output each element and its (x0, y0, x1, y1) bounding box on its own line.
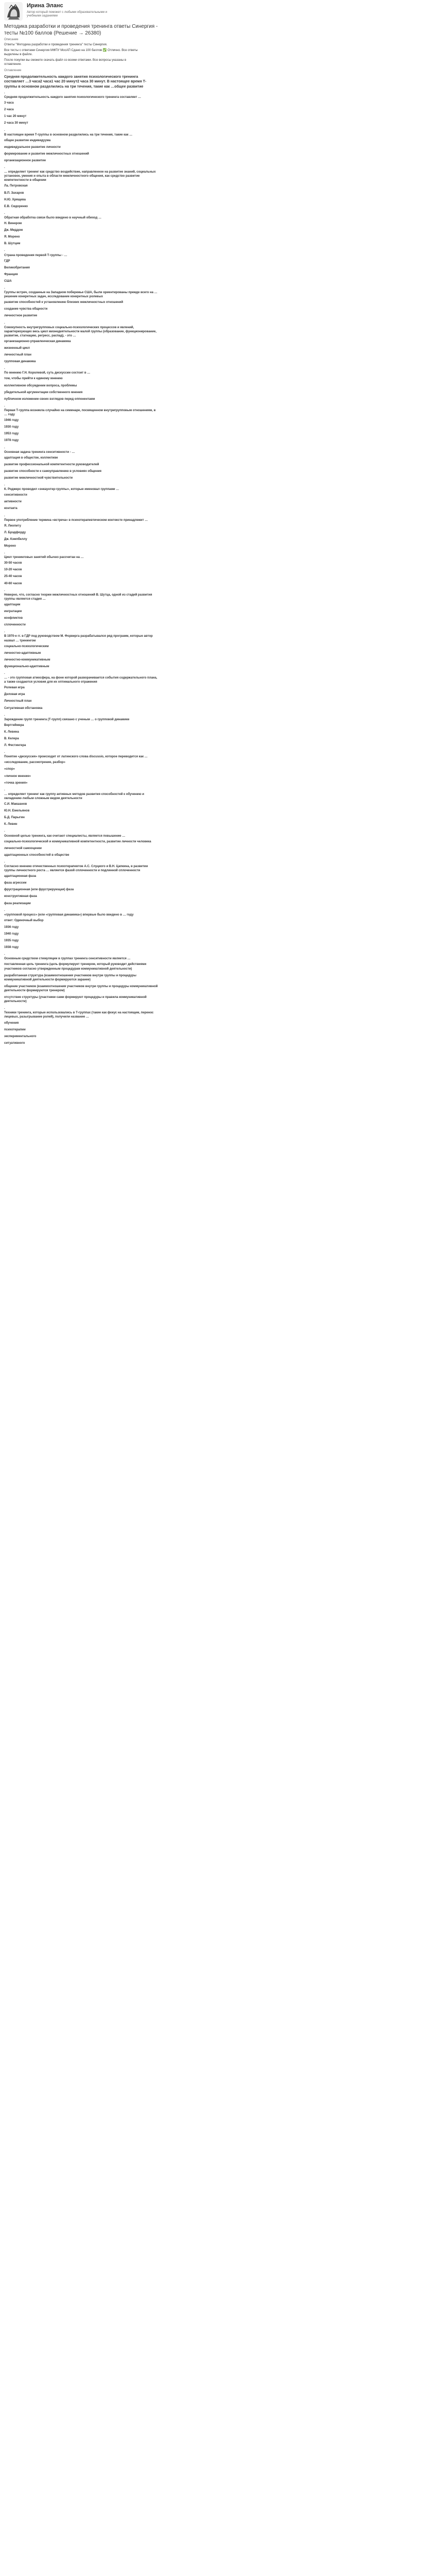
answer-option: развитие способностей к установлению близких межличностных отношений (4, 301, 124, 304)
answer-option: конструктивная фаза (4, 895, 37, 899)
question-block (4, 91, 159, 126)
answer-option: К. Левин (4, 823, 18, 826)
separator-dot: . (4, 321, 5, 325)
answer-option: 30-50 часов (4, 562, 22, 565)
separator-dot: . (4, 446, 5, 449)
answer-option: индивидуальное развитие личности (4, 145, 61, 149)
answer-option: создание чувства общности (4, 308, 48, 311)
question-block (4, 588, 159, 628)
answer-option: С.И. Макшанов (4, 803, 27, 806)
question-text: Техники тренинга, которые использовались в Т-группах (такие как фокус на настоящем, перенос лицевых, разыгрывание ролей), получили название … (4, 1011, 154, 1019)
question-block (4, 1006, 159, 1045)
answer-option: Франция (4, 273, 18, 276)
answer-option: Дж. Миддом (4, 229, 23, 232)
answer-option: 1953 году (4, 432, 19, 436)
page-title: Методика разработки и проведения тренинга ответы Синергия - тесты №100 баллов (Решение → 26380) (4, 24, 158, 36)
author-subtitle: Автор который поможет с любыми образовательными и учебными заданиями (27, 10, 108, 18)
description-line-3: После покупки вы сможете скачать файл со всеми ответами. Все вопросы указаны в оглавлении. (4, 59, 127, 66)
separator-dot: . (4, 908, 5, 912)
answer-option: том, чтобы прийти к единому мнению (4, 377, 63, 381)
question-text: Согласно мнению отечественных психотерапевтов А.С. Слуцкого и В.Н. Цапкина, в развитии группы личностного роста … является фазой сплоченности и подлинной сплоченности (4, 865, 148, 873)
author-block (4, 2, 433, 21)
answer-option: Ситуативная обстановка (4, 706, 43, 710)
answer-option: «личное мнение» (4, 774, 31, 778)
question-block (4, 860, 159, 906)
answer-option: ситуативного (4, 1041, 25, 1045)
author-avatar[interactable] (4, 2, 23, 21)
answer-option: адаптации (4, 603, 21, 606)
answer-option: личностно-коммуникативным (4, 658, 50, 662)
answer-option: Морено (4, 545, 16, 548)
question-block (4, 128, 159, 163)
separator-dot: . (4, 788, 5, 791)
question-text: В настоящее время Т-группы в основном разделились на три течения, такие как … (4, 133, 133, 137)
question-text: … определяет тренинг как средство воздействие, направленное на развитие знаний, социальных установок, умения и опыта в области межличностного общения, как средство развитие компетентности в общении (4, 171, 156, 182)
separator-dot: . (4, 1007, 5, 1010)
answer-option: Я. Морено (4, 235, 20, 239)
answer-option: 1946 году (4, 419, 19, 422)
question-text: Основным средством стимуляции в группах тренинга сенситивности является … (4, 957, 131, 961)
answer-option: публичном изложении своих взглядов перед оппонентами (4, 397, 95, 401)
answer-option: Л. Брэдфорду (4, 531, 26, 534)
question-text: Цикл тренинговых занятий обычно рассчитан на … (4, 556, 84, 560)
answer-option: психотерапии (4, 1028, 26, 1031)
question-text: Зарождение групп тренинга (Т-групп) связано с ученым … о групповой динамике (4, 718, 130, 721)
answer-option: разработанная структура (взаимоотношения участников внутри группы и процедуры коммуникативной деятельности формируются заранее) (4, 974, 136, 981)
question-block (4, 404, 159, 443)
question-block (4, 671, 159, 710)
answer-option: личностный план (4, 353, 31, 357)
answer-option: 3 часа (4, 101, 14, 105)
separator-dot: . (4, 751, 5, 754)
avatar-icon (4, 2, 23, 21)
question-block (4, 952, 159, 1004)
answer-option: «исследование, рассмотрение, разбор» (4, 761, 65, 765)
separator-dot: . (4, 211, 5, 215)
answer-option: 40-60 часов (4, 582, 22, 585)
separator-dot: . (4, 286, 5, 290)
answer-option: общее развитие индивидуума (4, 139, 51, 142)
answer-option: личностно-адаптивным (4, 651, 41, 655)
question-block (4, 750, 159, 785)
answer-option: Н.Ю. Хрящева (4, 198, 26, 201)
answer-option: личностное развитие (4, 314, 38, 318)
separator-dot: . (4, 249, 5, 252)
answer-option: В. Шутцем (4, 242, 21, 246)
separator-dot: . (4, 588, 5, 592)
answer-option: «точка зрения» (4, 781, 28, 785)
answer-option: В.П. Захаров (4, 191, 24, 195)
question-text: Первое употребление термина «встреча» в психотерапевтическом контексте принадлежит … (4, 518, 148, 522)
separator-dot: . (4, 91, 5, 94)
question-text: В 1970-е гг. в ГДР под руководством М. Форверга разрабатывался ряд программ, которые автор назвал … тренингом (4, 635, 153, 642)
separator-dot: . (4, 860, 5, 863)
question-list (4, 75, 433, 1045)
answer-option: Ролевая игра (4, 686, 25, 690)
answer-option: США (4, 279, 12, 283)
answer-option: социально-психологическим (4, 645, 49, 648)
answer-option: жизненный цикл (4, 347, 30, 350)
question-text: Совокупность внутригрупповых социально-психологических процессов и явлений, характеризующих весь цикл жизнедеятельности малой группы (образование, функционирование, развитие, стагнацию, регресс, распад), - это … (4, 326, 156, 337)
description-line-1: Ответы "Методика разработки и проведения тренинга" тесты Синергия. (4, 43, 108, 47)
answer-option: Деловая игра (4, 693, 25, 697)
separator-dot: . (4, 404, 5, 408)
question-text: Неверно, что, согласно теории межличностных отношений В. Шутца, одной из стадий развития группы является стадия … (4, 593, 152, 601)
question-block (4, 211, 159, 246)
answer-option: коллективном обсуждении вопроса, проблемы (4, 384, 77, 387)
answer-option: фаза агрессии (4, 882, 27, 885)
description-line-2: Все тесты с ответами Синергия МФПУ МосАП Сдано на 100 баллов ✅ Отлично. Все ответы выделены в файле. (4, 49, 138, 57)
question-block (4, 248, 159, 283)
separator-dot: . (4, 953, 5, 956)
answer-option: адаптационная фаза (4, 875, 37, 878)
question-text: … определяет тренинг как группу активных методов развития способностей к обучению и овладению любым сложным видом деятельности (4, 792, 144, 800)
toc-label: Оглавление (4, 69, 22, 72)
answer-option: формирование и развитие межличностных отношений (4, 152, 89, 156)
answer-option: фрустрационная (или фрустрирующая) фаза (4, 888, 74, 892)
answer-option: 1940 году (4, 933, 19, 936)
question-text: Обратная обработка связи было введено в научный обиход … (4, 216, 101, 219)
answer-option: адаптация в обществе, коллективе (4, 456, 58, 460)
author-name[interactable]: Ирина Эланс (27, 3, 63, 9)
page (0, 0, 436, 1053)
answer-option: адаптационных способностей в обществе (4, 853, 69, 857)
question-block (4, 551, 159, 586)
answer-option: личностной самооценки (4, 846, 42, 850)
answer-option: Н. Винером (4, 222, 22, 226)
separator-dot: . (4, 829, 5, 833)
question-text: По мнению Г.Н. Королевой, суть дискуссии состоит в … (4, 371, 91, 375)
question-block (4, 286, 159, 318)
answer-option: Ю.Н. Емельянов (4, 809, 30, 813)
description-label: Описание (4, 38, 19, 41)
separator-dot: . (4, 128, 5, 132)
question-text: Средняя продолжительность каждого занятия психологического тренинга составляет … (4, 96, 142, 99)
answer-option: групповая динамика (4, 360, 36, 364)
answer-option: развитие способности к самоуправлению в условиях общения (4, 469, 102, 473)
answer-option: фаза реализации (4, 902, 31, 905)
answer-option: Б.Д. Парыгин (4, 816, 25, 820)
answer-option: Великобритания (4, 266, 30, 269)
answer-option: Вертгеймера (4, 723, 24, 727)
answer-option: ингратации (4, 610, 22, 614)
separator-dot: . (4, 367, 5, 370)
answer-option: Е.В. Сидоренко (4, 205, 28, 208)
answer-option: 10-20 часов (4, 568, 22, 572)
answer-option: убедительной аргументации собственного мнения (4, 391, 83, 394)
answer-option: конфликтов (4, 617, 23, 620)
answer-option: общение участников (взаимоотношения участников внутри группы и процедуры коммуникативной деятельности формируются тренером) (4, 985, 158, 992)
question-block (4, 788, 159, 827)
answer-option: обучения (4, 1021, 19, 1025)
question-block (4, 630, 159, 669)
answer-option: 1930 году (4, 426, 19, 429)
separator-dot: . (4, 671, 5, 675)
answer-option: 1936 году (4, 925, 19, 929)
answer-option: поставленная цель тренинга (цель формулирует тренером, который руководит действиями участников согласно утвержденным процедурам коммуникативной деятельности) (4, 963, 147, 971)
answer-option: «спор» (4, 768, 15, 771)
answer-option: ГДР (4, 259, 10, 263)
answer-option: ответ: Одиночный выбор (4, 919, 44, 922)
answer-option: Ла. Петровская (4, 184, 28, 188)
answer-option: отсутствие структуры (участники сами формируют процедуры и правила коммуникативной деятельности) (4, 996, 147, 1004)
question-block (4, 321, 159, 364)
answer-option: 1 час 20 минут (4, 115, 27, 118)
question-text: Понятие «дискуссия» происходит от латинского слова discussio, которое переводится как … (4, 755, 148, 759)
question-block (4, 514, 159, 549)
question-block (4, 446, 159, 481)
answer-option: функционально-адаптивным (4, 665, 49, 668)
question-block (4, 366, 159, 401)
question-text: Страна проведения первой Т-группы - … (4, 253, 67, 257)
answer-option: К. Левина (4, 730, 19, 734)
separator-dot: . (4, 483, 5, 487)
answer-option: экспериментального (4, 1035, 37, 1038)
answer-option: 2 часа (4, 108, 14, 112)
question-block (4, 908, 159, 950)
question-block (4, 75, 159, 89)
question-text: К. Роджерс проводил «энкаунтер-группы», которые именовал группами … (4, 488, 119, 492)
answer-option: 25-40 часов (4, 575, 22, 579)
separator-dot: . (4, 166, 5, 170)
answer-option: В. Келера (4, 737, 19, 740)
question-text: Группы встреч, созданные на Западном побережье США, были ориентированы прежде всего на … решение конкретных задач, исследование конкретных ролевых (4, 291, 158, 299)
separator-dot: . (4, 514, 5, 517)
answer-option: организационно-управленческая динамика (4, 340, 71, 343)
answer-option: Я. Лиопиту (4, 524, 21, 528)
question-text: «групповой процесс» (или «групповая динамика») впервые было введено в … году (4, 913, 134, 917)
separator-dot: . (4, 630, 5, 634)
answer-option: социально-психологической и коммуникативной компетентности, развитие личности человека (4, 840, 151, 843)
answer-option: развитие межличностной чувствительности (4, 476, 73, 480)
answer-option: Л. Фестингера (4, 744, 26, 748)
separator-dot: . (4, 551, 5, 555)
answer-option: контакта (4, 507, 18, 511)
question-text: Первая Т-группа возникла случайно на семинаре, посвященном внутригрупповым отношениям, в … году (4, 409, 156, 417)
answer-option: 1938 году (4, 946, 19, 950)
author-text (27, 2, 114, 19)
question-block (4, 713, 159, 748)
answer-option: организационное развитие (4, 159, 46, 162)
answer-option: 2 часа 30 минут (4, 122, 28, 125)
question-text: … - это групповая атмосфера, на фоне которой разворачивается события содержательного плана, а также создаются условия для их оптимального отражения (4, 676, 158, 684)
answer-option: Дж. Кэмпбеллу (4, 537, 27, 541)
question-text: Основной целью тренинга, как считают специалисты, является повышение … (4, 834, 126, 838)
question-block (4, 165, 159, 209)
answer-option: 1978 году (4, 439, 19, 443)
separator-dot: . (4, 713, 5, 717)
answer-option: активности (4, 500, 22, 504)
answer-option: 1935 году (4, 939, 19, 943)
question-text: Основная задача тренинга сенситивности - … (4, 450, 75, 454)
question-text: Средняя продолжительность каждого занятия психологического тренинга составляет …3 часа2 часа1 час 20 минут2 часа 30 минут. В настоящее время Т-группы в основном разделились на три течения, такие как …общее развитие (4, 75, 147, 89)
answer-option: развитие профессиональной компетентности руководителей (4, 463, 99, 466)
question-block (4, 829, 159, 857)
answer-option: сплоченности (4, 623, 26, 627)
question-block (4, 483, 159, 511)
answer-option: сенситивности (4, 494, 27, 497)
answer-option: Личностный план (4, 700, 32, 703)
